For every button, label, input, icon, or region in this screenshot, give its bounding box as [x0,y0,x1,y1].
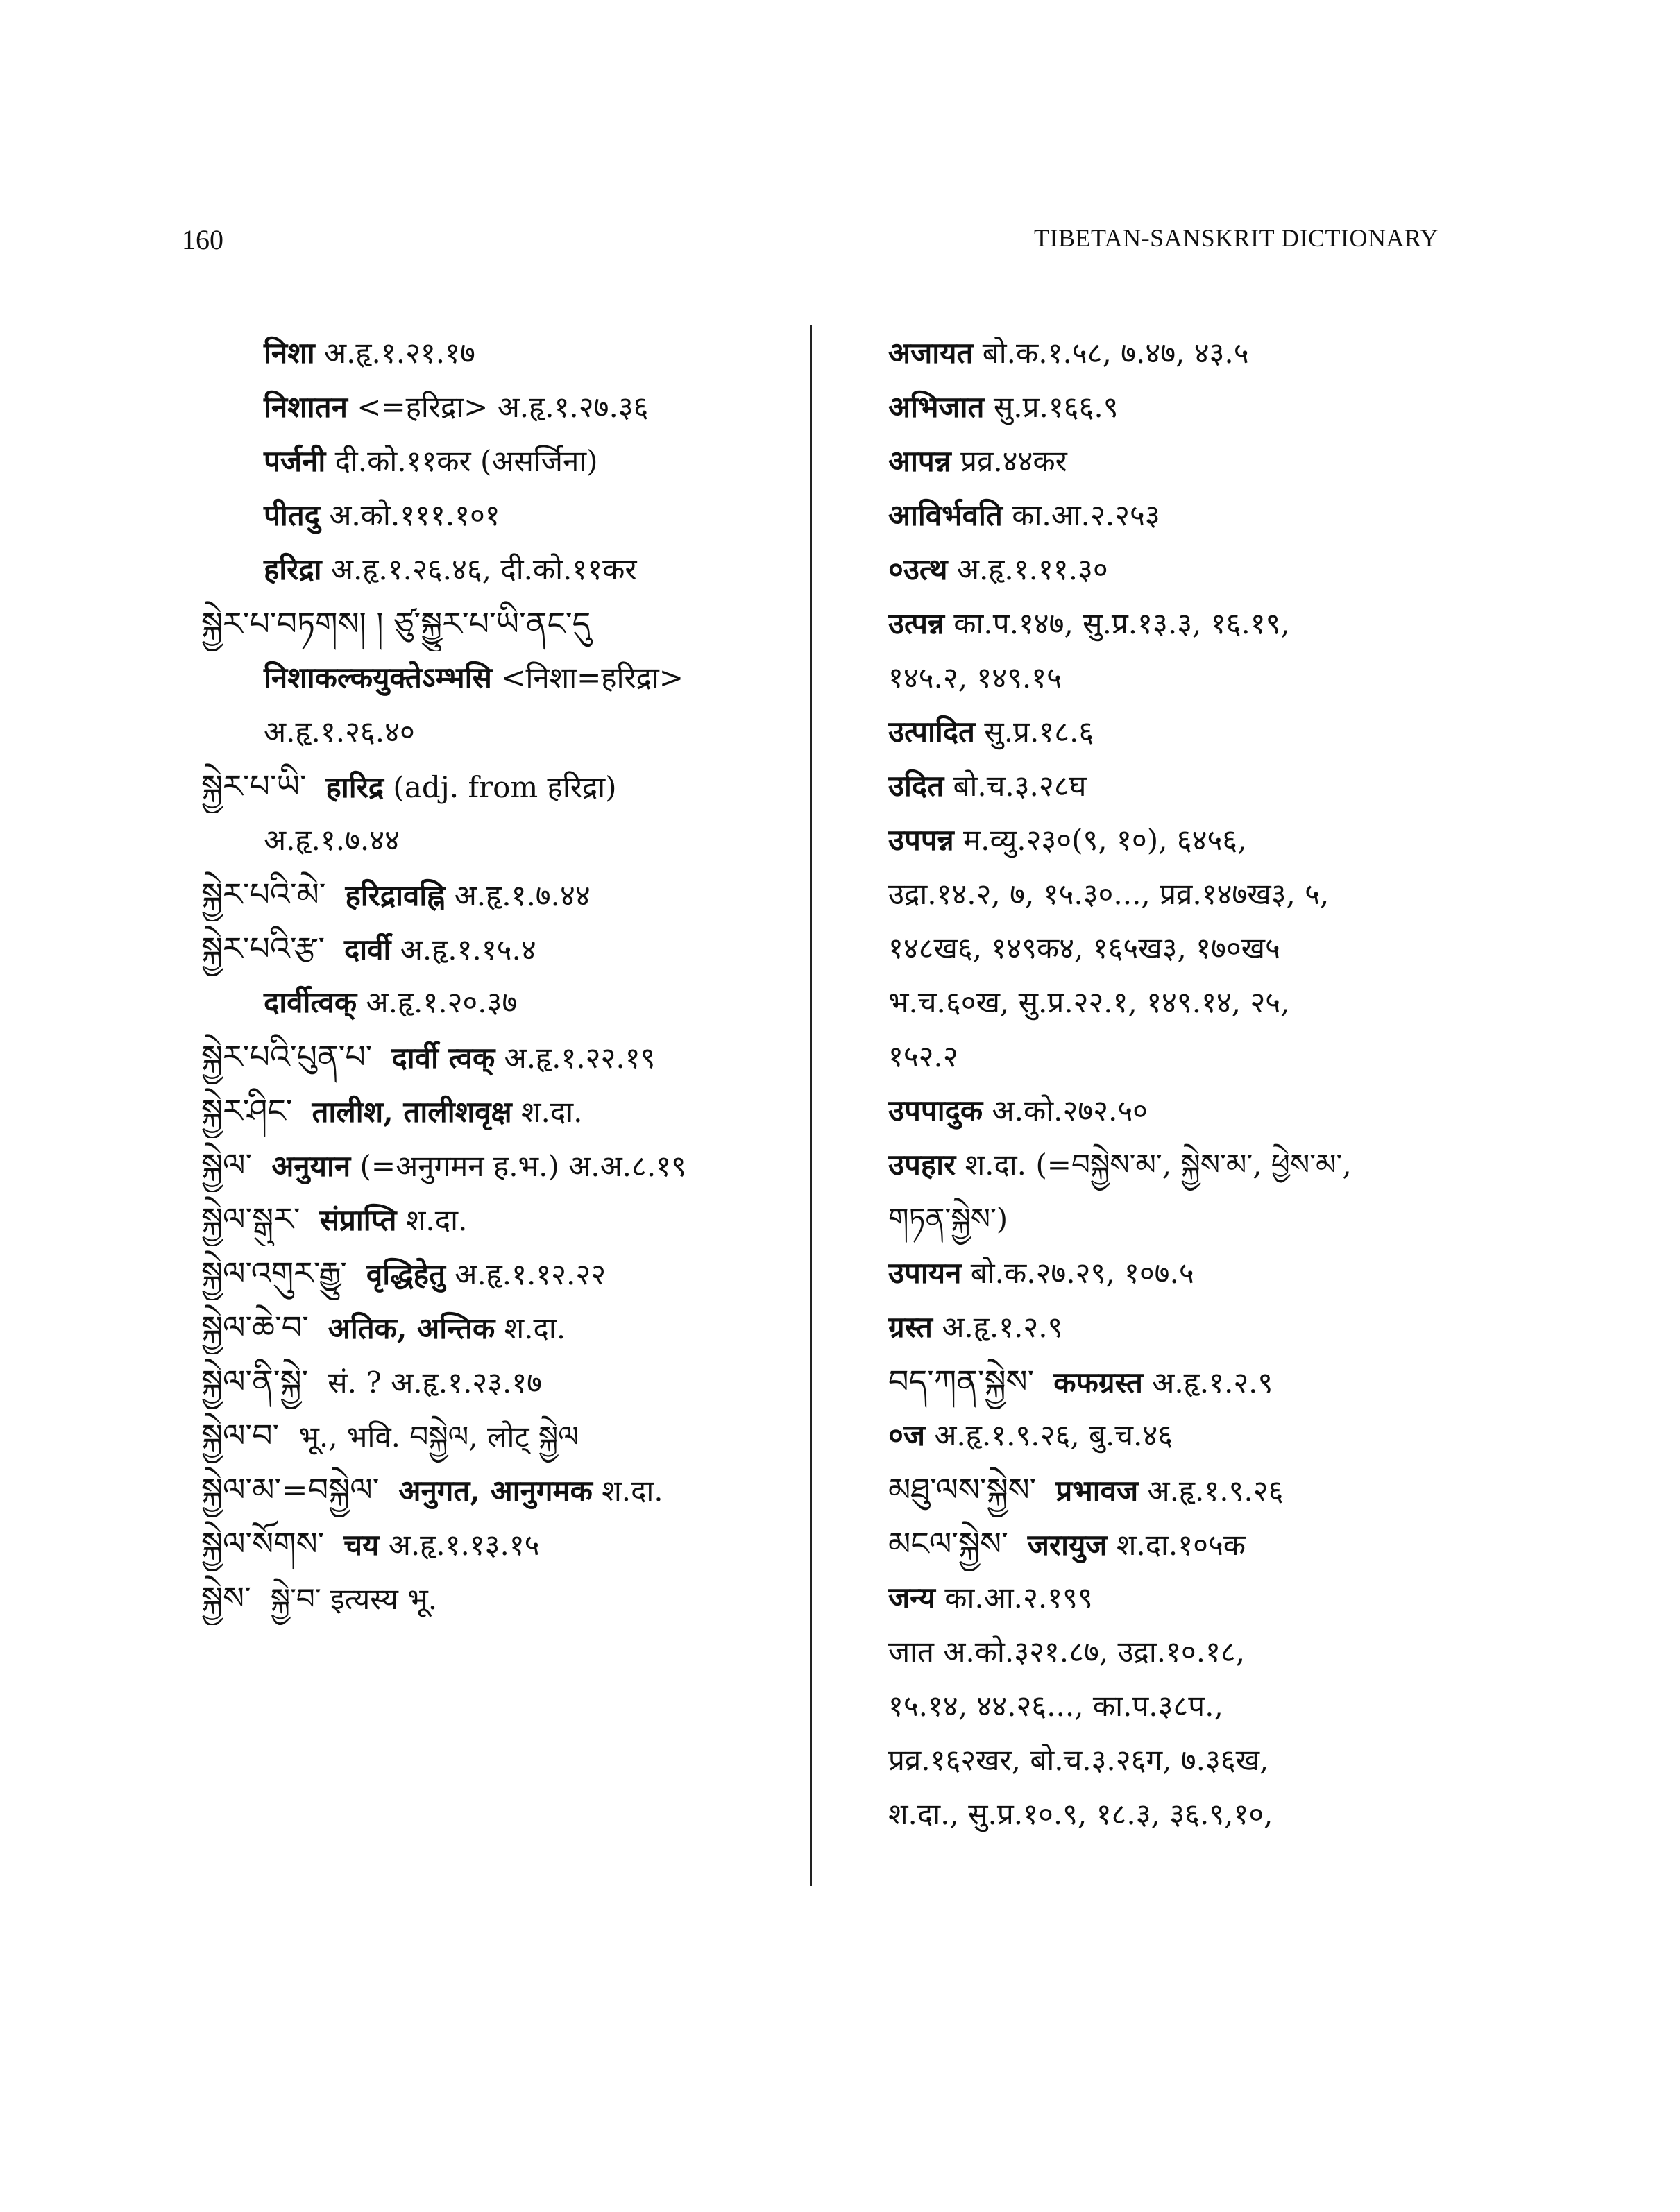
dictionary-line [888,759,1485,813]
sanskrit-headword: कफग्रस्त [1053,1366,1143,1399]
running-head: TIBETAN-SANSKRIT DICTIONARY [1034,224,1439,252]
reference-text: अ.हृ.१.७.४४ [264,823,400,857]
tibetan-term: སྐྱེར་པ་ཡི་ [201,767,307,805]
dictionary-line [888,1733,1485,1787]
reference-text: अ.हृ.१.२६.४० [264,715,415,749]
dictionary-line [201,1409,798,1463]
sanskrit-headword: पर्जनी [264,444,326,478]
dictionary-line [888,543,1485,597]
sanskrit-headword: उत्पन्न [888,606,944,640]
sanskrit-headword: हरिद्रावह्नि [345,878,446,912]
reference-text: प्रव्र.१६२खर, बो.च.३.२६ग, ७.३६ख, [888,1743,1269,1777]
sanskrit-headword: उपपन्न [888,823,954,857]
reference-text: प्रव्र.४४कर [951,444,1067,478]
sanskrit-headword: दार्वी त्वक् [391,1041,495,1075]
reference-text: १४५.२, १४९.१५ [888,661,1062,695]
dictionary-line [201,1138,798,1192]
sanskrit-headword: दार्वी [343,933,391,967]
left-column [201,326,798,1625]
sanskrit-headword: ०ज [888,1418,926,1452]
reference-text: बो.च.३.२८घ [944,769,1087,803]
dictionary-line [201,597,798,651]
dictionary-line [201,921,798,976]
tibetan-term: སྐྱེར་པའི་མེ་ [201,876,326,913]
tibetan-term: མངལ་སྐྱེས་ [888,1525,1008,1563]
reference-text: (=अनुगमन ह.भ.) अ.अ.८.१९ [350,1149,686,1183]
dictionary-line [201,1463,798,1517]
dictionary-line [888,1138,1485,1192]
reference-text: श.दा., सु.प्र.१०.९, १८.३, ३६.९,१०, [888,1797,1273,1831]
reference-text: का.आ.२.१९९ [935,1581,1093,1615]
tibetan-term: སྐྱེར་ཤིང་ [201,1092,293,1130]
sanskrit-headword: आविर्भवति [888,498,1003,532]
sanskrit-headword: जन्य [888,1581,935,1615]
dictionary-line [888,1787,1485,1841]
reference-text: बो.क.१.५८, ७.४७, ४३.५ [973,336,1249,370]
dictionary-line [201,543,798,597]
dictionary-line [201,1517,798,1571]
reference-text: अ.को.१११.१०१ [319,498,500,532]
reference-text: १४८ख६, १४९क४, १६५ख३, १७०ख५ [888,931,1280,965]
reference-text: अ.हृ.१.१५.४ [391,933,536,967]
sanskrit-headword: उत्पादित [888,715,975,749]
tibetan-term: སྐྱེར་པའི་རྩ་ [201,930,325,967]
reference-text: अ.को.२७२.५० [983,1094,1148,1128]
dictionary-line [888,488,1485,543]
reference-text: उद्रा.१४.२, ७, १५.३०..., प्रव्र.१४७ख३, ५, [888,877,1330,911]
reference-text: सं. ? अ.हृ.१.२३.१७ [328,1366,543,1399]
tibetan-term: སྐྱེས་ [201,1579,251,1617]
dictionary-line [888,1300,1485,1354]
reference-text: श.दा. [511,1095,583,1129]
dictionary-line [888,1517,1485,1571]
sanskrit-headword: निशाकल्कयुक्तेऽम्भसि [264,661,492,695]
tibetan-term: མཐུ་ལས་སྐྱེས་ [888,1471,1037,1508]
sanskrit-headword: उदित [888,769,944,803]
reference-text: सु.प्र.१८.६ [974,715,1094,749]
tibetan-term: སྐྱེལ་ [201,1146,253,1184]
dictionary-line [888,1463,1485,1517]
reference-text: श.दा.१०५क [1107,1528,1246,1562]
sanskrit-headword: अतिक, अन्तिक [328,1311,495,1345]
dictionary-line [201,1084,798,1138]
reference-text: अ.हृ.१.११.३० [947,552,1108,586]
dictionary-line [201,759,798,813]
dictionary-line [201,813,798,867]
reference-text: श.दा. [592,1474,663,1508]
tibetan-term: སྐྱེལ་བ་ [201,1417,280,1454]
right-column [888,326,1485,1841]
dictionary-line [201,1192,798,1246]
reference-text: अ.हृ.१.९.२६, बु.च.४६ [925,1418,1173,1452]
sanskrit-headword: दार्वीत्वक् [264,985,357,1019]
tibetan-term: སྐྱེལ་ཆེ་བ་ [201,1309,309,1346]
reference-text: भ.च.६०ख, सु.प्र.२२.१, १४९.१४, २५, [888,985,1290,1019]
tibetan-term: སྐྱེལ་སྒུར་ [201,1200,300,1238]
reference-text: अ.हृ.१.२.९ [932,1310,1063,1344]
sanskrit-headword: उपायन [888,1256,962,1290]
tibetan-term: སྐྱེལ་ནི་སྐྱེ་ [201,1363,309,1400]
dictionary-line [888,1246,1485,1300]
column-divider [810,325,812,1886]
sanskrit-headword: वृद्धिहेतु [366,1257,446,1291]
dictionary-line [888,1192,1485,1246]
reference-text: <निशा=हरिद्रा> [491,661,684,695]
sanskrit-headword: अनुगत, आनुगमक [398,1474,593,1508]
reference-text: सु.प्र.१६६.९ [984,390,1119,424]
tibetan-term: སྐྱེལ་མ་=བསྐྱེལ་ [201,1471,380,1508]
reference-text: अ.हृ.१.१२.२२ [445,1257,606,1291]
reference-text: अ.हृ.१.२६.४६, दी.को.११कर [321,552,637,586]
dictionary-line [201,651,798,705]
reference-text: १५२.२ [888,1039,958,1073]
dictionary-line [201,488,798,543]
reference-text: अ.हृ.१.९.२६ [1138,1474,1284,1508]
reference-text: अ.हृ.१.२०.३७ [357,985,518,1019]
dictionary-line [888,597,1485,651]
dictionary-line [201,1300,798,1354]
sanskrit-headword: निशातन [264,390,348,424]
dictionary-line [201,976,798,1030]
reference-text: श.दा. [396,1203,468,1237]
dictionary-line [888,380,1485,434]
sanskrit-headword: हारिद्र [325,770,384,804]
sanskrit-headword: उपपादुक [888,1094,983,1128]
sanskrit-headword: अजायत [888,336,974,370]
sanskrit-headword: उपहार [888,1148,956,1182]
dictionary-line [201,1030,798,1084]
dictionary-line [888,651,1485,705]
dictionary-line [888,867,1485,921]
dictionary-line [888,1030,1485,1084]
reference-text: श.दा. (=བསྐྱེས་མ་, སྐྱེས་མ་, ཕྱེས་མ་, [956,1148,1352,1182]
reference-text: म.व्यु.२३०(९, १०), ६४५६, [953,823,1247,857]
dictionary-line [888,326,1485,380]
dictionary-line [888,813,1485,867]
page-number: 160 [182,224,223,255]
dictionary-line [201,1571,798,1625]
reference-text: अ.हृ.१.२२.१९ [495,1041,656,1075]
sanskrit-headword: आपन्न [888,444,951,478]
dictionary-line [888,921,1485,976]
reference-text: १५.१४, ४४.२६..., का.प.३८प., [888,1689,1223,1723]
reference-text: का.प.१४७, सु.प्र.१३.३, १६.१९, [944,606,1290,640]
tibetan-term: སྐྱེར་པའི་པུན་པ་ [201,1038,373,1075]
dictionary-line [888,1084,1485,1138]
tibetan-term: བད་ཀན་སྐྱེས་ [888,1363,1035,1400]
reference-text: अ.हृ.१.१३.१५ [379,1528,540,1562]
sanskrit-headword: जरायुज [1027,1528,1108,1562]
sanskrit-headword: पीतदु [264,498,320,532]
dictionary-line [201,1246,798,1300]
reference-text: <=हरिद्रा> अ.हृ.१.२७.३६ [347,390,649,424]
reference-text: अ.हृ.१.२१.१७ [314,336,475,370]
reference-text: གཏན་སྐྱེས་) [888,1202,1008,1236]
reference-text: का.आ.२.२५३ [1002,498,1160,532]
reference-text: अ.हृ.१.२.९ [1142,1366,1273,1399]
dictionary-line [201,1354,798,1409]
reference-text: (adj. from हरिद्रा) [384,770,617,804]
dictionary-line [201,326,798,380]
sanskrit-headword: ०उत्थ [888,552,948,586]
dictionary-line [888,1625,1485,1679]
dictionary-line [888,434,1485,488]
reference-text: जात अ.को.३२१.८७, उद्रा.१०.१८, [888,1635,1246,1669]
sanskrit-headword: निशा [264,336,315,370]
tibetan-term: སྐྱེལ་སོགས་ [201,1525,325,1563]
dictionary-line [201,434,798,488]
reference-text: भू., भवि. བསྐྱེལ, लोट् སྐྱེལ [298,1420,579,1454]
dictionary-line [201,867,798,921]
tibetan-term: སྐྱེར་པ་བཏགས། ། ཙུ་སྐྱུར་པ་ཡི་ནང་དུ [201,605,591,643]
sanskrit-headword: संप्राप्ति [319,1203,397,1237]
sanskrit-headword: ग्रस्त [888,1310,933,1344]
reference-text: སྐྱེ་བ་ इत्यस्य भू. [270,1582,438,1616]
reference-text: श.दा. [495,1311,566,1345]
dictionary-line [888,1679,1485,1733]
reference-text: दी.को.११कर (असर्जिना) [325,444,598,478]
dictionary-line [201,705,798,759]
dictionary-line [888,976,1485,1030]
dictionary-line [201,380,798,434]
dictionary-line [888,1571,1485,1625]
sanskrit-headword: चय [343,1528,380,1562]
dictionary-line [888,1409,1485,1463]
tibetan-term: སྐྱེལ་འགུར་རྒྱུ་ [201,1254,347,1292]
reference-text: अ.हृ.१.७.४४ [445,878,591,912]
dictionary-line [888,1354,1485,1409]
sanskrit-headword: हरिद्रा [264,552,322,586]
sanskrit-headword: प्रभावज [1055,1474,1139,1508]
dictionary-line [888,705,1485,759]
sanskrit-headword: तालीश, तालीशवृक्ष [312,1095,512,1129]
reference-text: बो.क.२७.२९, १०७.५ [961,1256,1194,1290]
sanskrit-headword: अनुयान [271,1149,351,1183]
sanskrit-headword: अभिजात [888,390,985,424]
